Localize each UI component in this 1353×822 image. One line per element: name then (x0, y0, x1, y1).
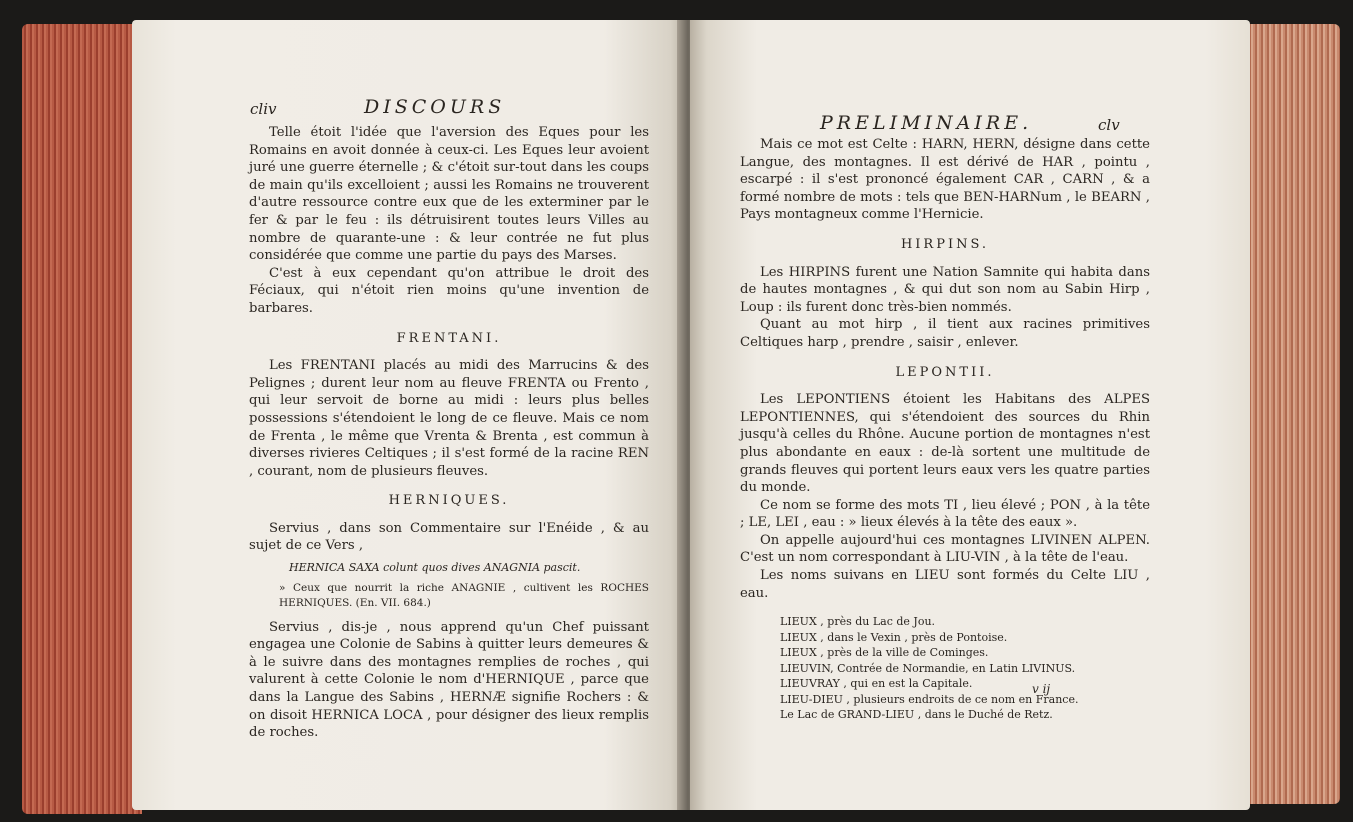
paragraph: Servius , dans son Commentaire sur l'Enéide , & au sujet de ce Vers , (249, 520, 649, 554)
paragraph: Telle étoit l'idée que l'aversion des Eques pour les Romains en avoit donnée à ceux-ci. Les Eques leur avoient juré une guerre éternelle ; & c'étoit sur-tout dans les coups de main qu'ils excelloient ; aussi les Romains ne trouverent d'autre ressource contre eux que de les exterminer par le fer & par le feu : ils détruisirent toutes leurs Villes au nombre de quarante-une : & leur contrée ne fut plus considérée que comme une partie du pays des Marses. (249, 125, 649, 264)
left-running-head: DISCOURS (364, 96, 506, 118)
list-item: LIEUX , dans le Vexin , près de Pontoise. (780, 630, 1008, 644)
signature-mark: v ij (1032, 682, 1051, 696)
paragraph: Quant au mot hirp , il tient aux racines primitives Celtiques harp , prendre , saisir , enlever. (740, 317, 1150, 350)
right-running-head: PRELIMINAIRE. (820, 112, 1033, 134)
section-heading: FRENTANI. (396, 330, 502, 346)
list-item: LIEUVIN, Contrée de Normandie, en Latin LIVINUS. (780, 661, 1076, 675)
place-name-list (780, 614, 1150, 723)
left-page (132, 20, 687, 810)
list-item: LIEUVRAY , qui en est la Capitale. (780, 677, 973, 691)
right-text (740, 136, 1150, 723)
paragraph: Les HIRPINS furent une Nation Samnite qui habita dans de hautes montagnes , & qui dut son nom au Sabin Hirp , Loup : ils furent donc très-bien nommés. (740, 264, 1150, 315)
translation-note: » Ceux que nourrit la riche ANAGNIE , cultivent les ROCHES HERNIQUES. (En. VII. 684.) (279, 581, 649, 609)
section-heading: LEPONTII. (895, 364, 995, 380)
list-item: LIEUX , près de la ville de Cominges. (780, 646, 989, 660)
paragraph: Les noms suivans en LIEU sont formés du Celte LIU , eau. (740, 568, 1150, 601)
latin-quote: HERNICA SAXA colunt quos dives ANAGNIA pascit. (289, 561, 581, 575)
list-item: Le Lac de GRAND-LIEU , dans le Duché de Retz. (780, 708, 1053, 722)
paragraph: Servius , dis-je , nous apprend qu'un Chef puissant engagea une Colonie de Sabins à quitter leurs demeures & à le suivre dans des montagnes remplies de roches , qui valurent à cette Colonie le nom d'HERNIQUE , parce que dans la Langue des Sabins , HERNÆ signifie Rochers : & on disoit HERNICA LOCA , pour désigner des lieux remplis de roches. (249, 619, 649, 741)
paragraph: Ce nom se forme des mots TI , lieu élevé ; PON , à la tête ; LE, LEI , eau : » lieux élevés à la tête des eaux ». (740, 497, 1150, 531)
paragraph: Les FRENTANI placés au midi des Marrucins & des Pelignes ; durent leur nom au fleuve FRENTA ou Frento , qui leur servoit de borne au midi : leurs plus belles possessions s'étendoient le long de ce fleuve. Mais ce nom de Frenta , le même que Vrenta & Brenta , est commun à diverses rivieres Celtiques ; il s'est formé de la racine REN , courant, nom de plusieurs fleuves. (249, 358, 649, 479)
paragraph: Mais ce mot est Celte : HARN, HERN, désigne dans cette Langue, des montagnes. Il est dérivé de HAR , pointu , escarpé : il s'est prononcé également CAR , CARN , & a formé nombre de mots : tels que BEN-HARNum , le BEARN , Pays montagneux comme l'Hernicie. (740, 137, 1150, 223)
right-folio: clv (1098, 116, 1120, 134)
left-page-edges (22, 24, 142, 814)
section-heading: HERNIQUES. (388, 493, 510, 509)
right-page-edges (1235, 24, 1340, 804)
left-folio: cliv (250, 100, 277, 118)
left-text (249, 124, 649, 742)
right-page (690, 20, 1250, 810)
paragraph: Les LEPONTIENS étoient les Habitans des ALPES LEPONTIENNES, qui s'étendoient des sources du Rhin jusqu'à celles du Rhône. Aucune portion de montagnes n'est plus abondante en eaux : de-là sortent une multitude de grands fleuves qui portent leurs eaux vers les quatre parties du monde. (740, 392, 1150, 496)
paragraph: C'est à eux cependant qu'on attribue le droit des Féciaux, qui n'étoit rien moins qu'une invention de barbares. (249, 265, 649, 316)
section-heading: HIRPINS. (900, 236, 990, 252)
list-item: LIEUX , près du Lac de Jou. (780, 615, 936, 629)
open-book (22, 14, 1340, 814)
paragraph: On appelle aujourd'hui ces montagnes LIVINEN ALPEN. C'est un nom correspondant à LIU-VIN , à la tête de l'eau. (740, 532, 1150, 566)
list-item: LIEU-DIEU , plusieurs endroits de ce nom en France. (780, 692, 1079, 706)
